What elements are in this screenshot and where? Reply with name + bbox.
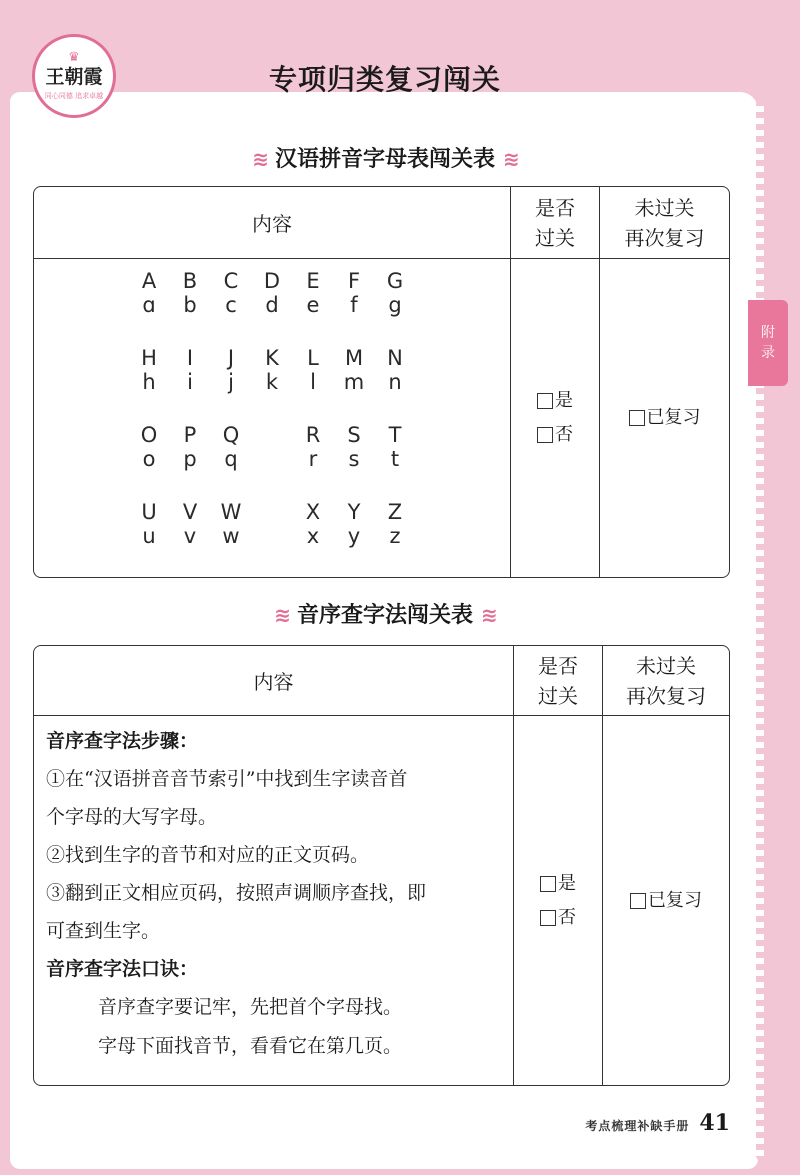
uppercase-letter: B (182, 269, 198, 293)
uppercase-letter: O (140, 423, 158, 447)
page-title: 专项归类复习闯关 (268, 63, 501, 96)
pass-yes-option[interactable] (540, 867, 576, 901)
uppercase-letter: T (388, 423, 402, 447)
pass-yes-option[interactable] (537, 384, 573, 418)
uppercase-letter: Z (387, 500, 403, 524)
step-1-line-2: 个字母的大写字母。 (46, 806, 218, 828)
rhyme-line-1: 音序查字要记牢，先把首个字母找。 (98, 996, 403, 1018)
checkbox-icon (629, 410, 645, 426)
lowercase-letter: w (222, 524, 240, 548)
header-review-line1: 未过关 (634, 195, 695, 220)
reviewed-option[interactable] (629, 401, 701, 435)
header-pass (511, 187, 600, 259)
letter-pair (211, 423, 252, 471)
uppercase-letter (252, 423, 293, 447)
uppercase-letter: X (305, 500, 321, 524)
alphabet-cell (34, 259, 511, 577)
alphabet-row (34, 423, 510, 471)
section2-title-text: 音序查字法闯关表 (296, 603, 473, 628)
pass-check-cell (511, 259, 600, 577)
header-pass-line1: 是否 (538, 653, 578, 678)
header-pass-line1: 是否 (535, 195, 575, 220)
pass-no-label: 否 (558, 906, 576, 928)
logo-motto: 同心同德 追求卓越 (44, 92, 104, 100)
letter-pair (252, 346, 293, 394)
step-1-line-1: ①在“汉语拼音音节索引”中找到生字读音首 (46, 768, 408, 790)
letter-pair (293, 346, 334, 394)
lowercase-letter (252, 447, 293, 471)
checkbox-icon (540, 876, 556, 892)
lowercase-letter: x (306, 524, 320, 548)
letter-pair (375, 423, 416, 471)
letter-pair (170, 269, 211, 317)
header-review (603, 646, 729, 716)
lowercase-letter: o (142, 447, 156, 471)
lowercase-letter: y (347, 524, 361, 548)
uppercase-letter: P (183, 423, 197, 447)
book-name: 考点梳理补缺手册 (585, 1119, 690, 1133)
wave-icon: ≋ (274, 603, 289, 627)
letter-pair (375, 346, 416, 394)
lowercase-letter: f (350, 293, 358, 317)
alphabet-row (34, 346, 510, 394)
uppercase-letter: I (186, 346, 194, 370)
wave-icon: ≋ (503, 147, 518, 171)
steps-block (34, 716, 513, 1066)
appendix-tab[interactable] (748, 300, 788, 386)
step-2: ②找到生字的音节和对应的正文页码。 (46, 844, 370, 866)
lowercase-letter: d (265, 293, 279, 317)
lowercase-letter: u (142, 524, 156, 548)
pass-check-cell (514, 716, 603, 1085)
letter-pair (252, 500, 293, 548)
checkbox-icon (537, 393, 553, 409)
lowercase-letter: l (310, 370, 316, 394)
page-footer (585, 1110, 730, 1136)
lowercase-letter: q (224, 447, 238, 471)
lowercase-letter: ɑ (142, 293, 156, 317)
uppercase-letter: F (347, 269, 361, 293)
letter-pair (129, 269, 170, 317)
crown-icon: ♛ (68, 50, 80, 65)
letter-pair (170, 500, 211, 548)
pass-yes-label: 是 (558, 872, 576, 894)
header-pass-line2: 过关 (538, 683, 578, 708)
lowercase-letter: j (228, 370, 234, 394)
letter-pair (375, 500, 416, 548)
lowercase-letter: h (142, 370, 156, 394)
uppercase-letter: N (387, 346, 403, 370)
letter-pair (334, 346, 375, 394)
table-row (34, 259, 729, 577)
uppercase-letter: G (386, 269, 404, 293)
table-row (34, 716, 729, 1085)
steps-title: 音序查字法步骤： (46, 730, 199, 752)
lowercase-letter: m (343, 370, 365, 394)
uppercase-letter: W (220, 500, 242, 524)
lowercase-letter: b (183, 293, 197, 317)
section1-title (0, 142, 770, 173)
steps-cell (34, 716, 514, 1085)
letter-pair (334, 423, 375, 471)
lowercase-letter: s (348, 447, 360, 471)
header-review (600, 187, 729, 259)
section1-title-text: 汉语拼音字母表闯关表 (274, 147, 495, 172)
letter-pair (129, 346, 170, 394)
pass-no-option[interactable] (540, 901, 576, 935)
lowercase-letter (252, 524, 293, 548)
lowercase-letter: p (183, 447, 197, 471)
wave-icon: ≋ (481, 603, 496, 627)
rhyme-title: 音序查字法口诀： (46, 958, 199, 980)
table-header-row (34, 187, 729, 259)
step-3-line-2: 可查到生字。 (46, 920, 161, 942)
alphabet-table (33, 186, 730, 578)
checkbox-icon (630, 893, 646, 909)
alphabet-grid (34, 269, 510, 548)
section2-title (0, 598, 770, 629)
phonetic-lookup-table (33, 645, 730, 1086)
rhyme-line-2: 字母下面找音节，看看它在第几页。 (98, 1035, 403, 1057)
header-pass-line2: 过关 (535, 225, 575, 250)
lowercase-letter: c (225, 293, 237, 317)
uppercase-letter: R (305, 423, 321, 447)
checkbox-icon (537, 427, 553, 443)
pass-yes-label: 是 (555, 390, 573, 411)
letter-pair (293, 423, 334, 471)
uppercase-letter: K (265, 346, 279, 370)
reviewed-option[interactable] (630, 884, 702, 918)
uppercase-letter: H (141, 346, 157, 370)
lowercase-letter: v (183, 524, 197, 548)
wave-icon: ≋ (252, 147, 267, 171)
logo-name: 王朝霞 (45, 66, 103, 88)
letter-pair (293, 500, 334, 548)
lowercase-letter: k (265, 370, 279, 394)
lowercase-letter: n (388, 370, 402, 394)
letter-pair (129, 500, 170, 548)
letter-pair (334, 500, 375, 548)
uppercase-letter: L (307, 346, 319, 370)
table-header-row (34, 646, 729, 716)
alphabet-row (34, 500, 510, 548)
header-content: 内容 (34, 646, 514, 716)
letter-pair (211, 500, 252, 548)
letter-pair (293, 269, 334, 317)
uppercase-letter: V (182, 500, 198, 524)
appendix-tab-char-1: 附 (761, 325, 775, 341)
uppercase-letter: J (227, 346, 235, 370)
pass-no-option[interactable] (537, 418, 573, 452)
lowercase-letter: t (390, 447, 400, 471)
lowercase-letter: i (187, 370, 193, 394)
review-check-cell (600, 259, 729, 577)
reviewed-label: 已复习 (646, 407, 701, 428)
lowercase-letter: z (389, 524, 401, 548)
reviewed-label: 已复习 (648, 889, 702, 911)
checkbox-icon (540, 910, 556, 926)
letter-pair (211, 269, 252, 317)
uppercase-letter: U (141, 500, 157, 524)
header-review-line1: 未过关 (636, 653, 696, 678)
header-review-line2: 再次复习 (624, 225, 705, 250)
uppercase-letter: S (347, 423, 361, 447)
uppercase-letter: A (141, 269, 157, 293)
header-pass (514, 646, 603, 716)
lowercase-letter: e (306, 293, 320, 317)
review-check-cell (603, 716, 729, 1085)
appendix-tab-char-2: 录 (761, 345, 775, 361)
letter-pair (170, 346, 211, 394)
header-content: 内容 (34, 187, 511, 259)
letter-pair (334, 269, 375, 317)
letter-pair (375, 269, 416, 317)
letter-pair (252, 423, 293, 471)
pass-no-label: 否 (555, 424, 573, 445)
wavy-edge (756, 100, 764, 1160)
uppercase-letter: E (306, 269, 320, 293)
letter-pair (252, 269, 293, 317)
letter-pair (129, 423, 170, 471)
lowercase-letter: r (308, 447, 318, 471)
uppercase-letter (252, 500, 293, 524)
uppercase-letter: M (344, 346, 364, 370)
alphabet-row (34, 269, 510, 317)
uppercase-letter: C (223, 269, 239, 293)
step-3-line-1: ③翻到正文相应页码，按照声调顺序查找，即 (46, 882, 427, 904)
header-review-line2: 再次复习 (626, 683, 706, 708)
uppercase-letter: Q (222, 423, 240, 447)
uppercase-letter: D (263, 269, 281, 293)
page-number: 41 (699, 1110, 730, 1136)
letter-pair (170, 423, 211, 471)
lowercase-letter: g (388, 293, 402, 317)
letter-pair (211, 346, 252, 394)
uppercase-letter: Y (347, 500, 361, 524)
